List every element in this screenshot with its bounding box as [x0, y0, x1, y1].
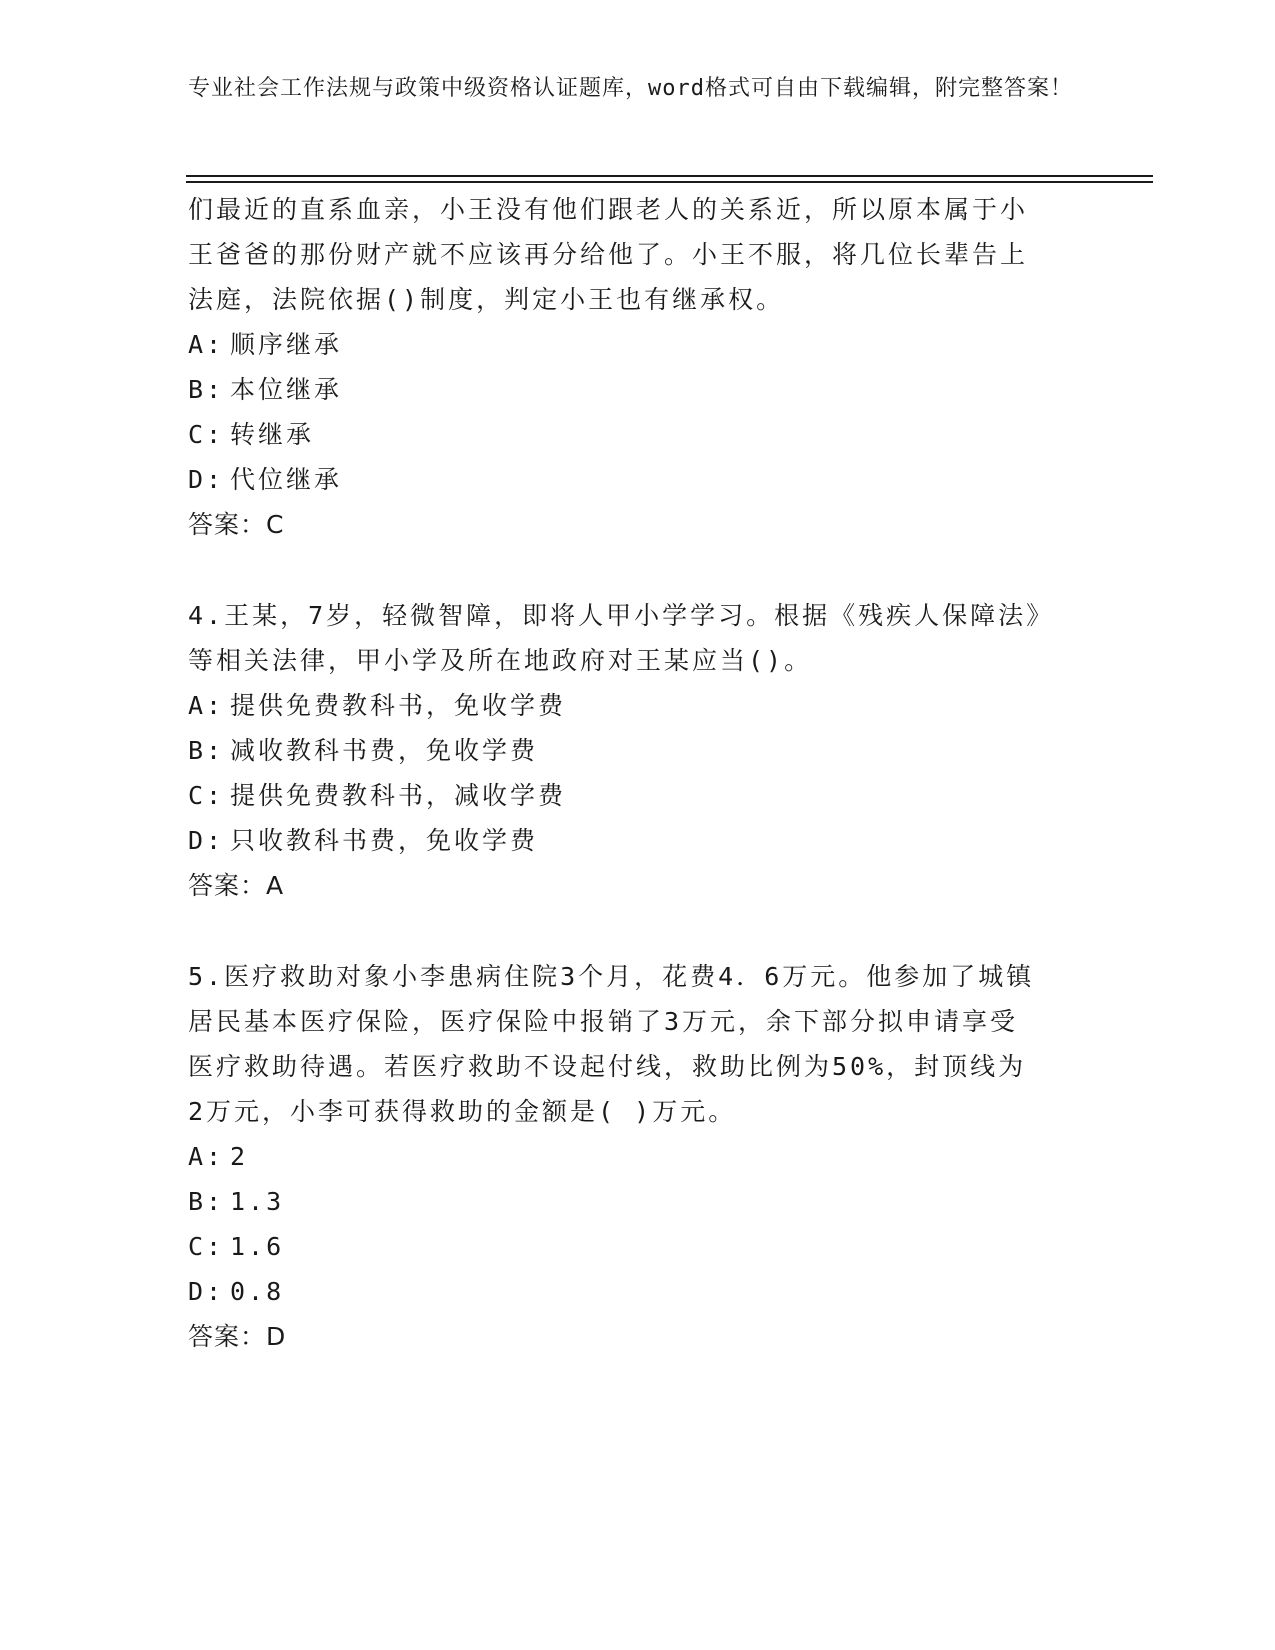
- option-label: A:: [188, 691, 225, 720]
- option-c: [188, 412, 1088, 457]
- option-b: [188, 1179, 1088, 1224]
- option-label: D:: [188, 465, 225, 494]
- answer-line: 答案：A: [188, 871, 285, 900]
- option-text: 只收教科书费，免收学费: [230, 826, 539, 855]
- option-text: 减收教科书费，免收学费: [230, 736, 539, 765]
- option-text: 2: [230, 1142, 249, 1171]
- option-text: 1.6: [230, 1232, 285, 1261]
- question-5-line: 医疗救助待遇。若医疗救助不设起付线，救助比例为50%，封顶线为: [188, 1052, 1027, 1081]
- question-5-line: 2万元，小李可获得救助的金额是( )万元。: [188, 1097, 737, 1126]
- option-label: B:: [188, 1187, 225, 1216]
- question-3-line: 王爸爸的那份财产就不应该再分给他了。小王不服，将几位长辈告上: [188, 240, 1029, 269]
- option-text: 提供免费教科书，减收学费: [230, 781, 567, 810]
- option-a: [188, 322, 1088, 367]
- document-header: [188, 73, 1088, 105]
- option-text: 本位继承: [230, 375, 343, 404]
- question-3-line: 们最近的直系血亲，小王没有他们跟老人的关系近，所以原本属于小: [188, 195, 1029, 224]
- option-text: 代位继承: [230, 465, 343, 494]
- option-text: 0.8: [230, 1277, 285, 1306]
- answer-line: 答案：D: [188, 1322, 287, 1351]
- question-4-line: 等相关法律，甲小学及所在地政府对王某应当()。: [188, 646, 813, 675]
- option-label: C:: [188, 781, 225, 810]
- option-a: [188, 1134, 1088, 1179]
- option-label: D:: [188, 1277, 225, 1306]
- option-text: 顺序继承: [230, 330, 343, 359]
- option-label: C:: [188, 1232, 225, 1261]
- option-d: [188, 457, 1088, 502]
- option-c: [188, 773, 1088, 818]
- option-label: C:: [188, 420, 225, 449]
- question-5-line: 居民基本医疗保险，医疗保险中报销了3万元，余下部分拟申请享受: [188, 1007, 1019, 1036]
- option-text: 1.3: [230, 1187, 285, 1216]
- header-rule-bottom: [186, 181, 1153, 183]
- question-4-line: 4.王某，7岁，轻微智障，即将人甲小学学习。根据《残疾人保障法》: [188, 601, 1055, 630]
- question-content: [188, 187, 1088, 1360]
- question-4: [188, 593, 1088, 909]
- option-b: [188, 728, 1088, 773]
- option-d: [188, 818, 1088, 863]
- question-5: [188, 954, 1088, 1360]
- answer-line: 答案：C: [188, 510, 285, 539]
- question-3: [188, 187, 1088, 548]
- option-label: D:: [188, 826, 225, 855]
- header-rule-top: [186, 175, 1153, 177]
- spacer: [188, 909, 1088, 954]
- option-c: [188, 1224, 1088, 1269]
- option-text: 转继承: [230, 420, 315, 449]
- question-5-line: 5.医疗救助对象小李患病住院3个月，花费4．6万元。他参加了城镇: [188, 962, 1035, 991]
- option-a: [188, 683, 1088, 728]
- option-label: B:: [188, 736, 225, 765]
- option-text: 提供免费教科书，免收学费: [230, 691, 567, 720]
- option-b: [188, 367, 1088, 412]
- spacer: [188, 548, 1088, 593]
- option-label: A:: [188, 330, 225, 359]
- option-label: A:: [188, 1142, 225, 1171]
- question-3-line: 法庭，法院依据()制度，判定小王也有继承权。: [188, 285, 785, 314]
- option-label: B:: [188, 375, 225, 404]
- header-title: 专业社会工作法规与政策中级资格认证题库，word格式可自由下载编辑，附完整答案！: [188, 76, 1073, 101]
- option-d: [188, 1269, 1088, 1314]
